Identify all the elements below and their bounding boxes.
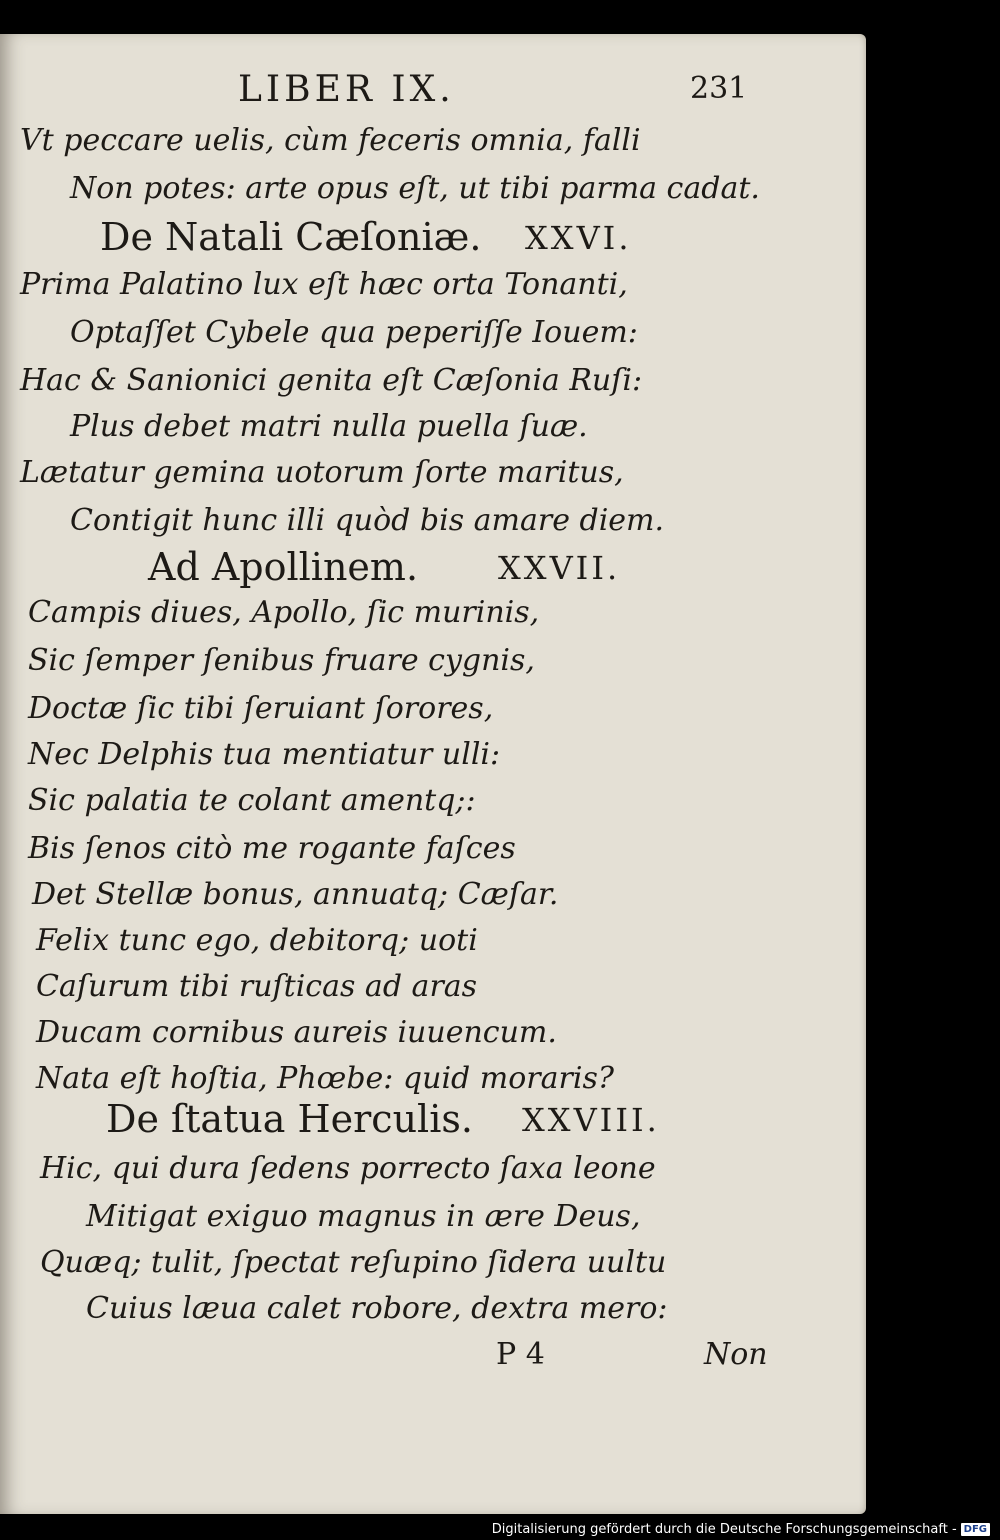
verse-line: Cuius læua calet robore, dextra mero: [86, 1291, 668, 1326]
verse-line: Non potes: arte opus eſt, ut tibi parma cadat. [70, 171, 760, 206]
epigram-heading: De Natali Cæſoniæ. [100, 215, 482, 259]
book-page [0, 34, 866, 1514]
verse-line: Sic palatia te colant amentq;: [28, 783, 476, 818]
signature-mark: P 4 [496, 1337, 545, 1372]
verse-line: Campis diues, Apollo, ſic murinis, [28, 595, 540, 630]
verse-line: Felix tunc ego, debitorq; uoti [36, 923, 478, 958]
verse-line: Plus debet matri nulla puella ſuæ. [70, 409, 588, 444]
verse-line: Sic ſemper ſenibus fruare cygnis, [28, 643, 535, 678]
epigram-number: XXVIII. [522, 1101, 660, 1139]
running-title: LIBER IX. [238, 69, 455, 110]
verse-line: Prima Palatino lux eſt hæc orta Tonanti, [20, 267, 628, 302]
verse-line: Ducam cornibus aureis iuuencum. [36, 1015, 557, 1050]
verse-line: Nata eſt hoſtia, Phœbe: quid moraris? [36, 1061, 614, 1096]
catchword: Non [704, 1337, 768, 1372]
epigram-number: XXVI. [525, 219, 632, 257]
digitization-credit [492, 1522, 990, 1537]
dfg-logo: DFG [961, 1523, 990, 1536]
verse-line: Doctæ ſic tibi ſeruiant ſorores, [28, 691, 494, 726]
credit-text: Digitalisierung gefördert durch die Deutsche Forschungsgemeinschaft - [491, 1522, 957, 1537]
verse-line: Lætatur gemina uotorum ſorte maritus, [20, 455, 624, 490]
epigram-heading: De ſtatua Herculis. [106, 1097, 473, 1141]
verse-line: Caſurum tibi ruſticas ad aras [36, 969, 478, 1004]
verse-line: Mitigat exiguo magnus in ære Deus, [86, 1199, 641, 1234]
verse-line: Quæq; tulit, ſpectat reſupino ſidera uultu [40, 1245, 667, 1280]
verse-line: Vt peccare uelis, cùm feceris omnia, falli [20, 123, 641, 158]
verse-line: Bis ſenos citò me rogante faſces [28, 831, 516, 866]
verse-line: Hac & Sanionici genita eſt Cæſonia Ruſi: [20, 363, 643, 398]
page-number: 231 [690, 71, 748, 106]
verse-line: Det Stellæ bonus, annuatq; Cæſar. [32, 877, 559, 912]
verse-line: Optaſſet Cybele qua peperiſſe Iouem: [70, 315, 638, 350]
epigram-number: XXVII. [498, 549, 621, 587]
verse-line: Contigit hunc illi quòd bis amare diem. [70, 503, 665, 538]
verse-line: Nec Delphis tua mentiatur ulli: [28, 737, 501, 772]
verse-line: Hic, qui dura ſedens porrecto ſaxa leone [40, 1151, 656, 1186]
epigram-heading: Ad Apollinem. [148, 545, 419, 589]
